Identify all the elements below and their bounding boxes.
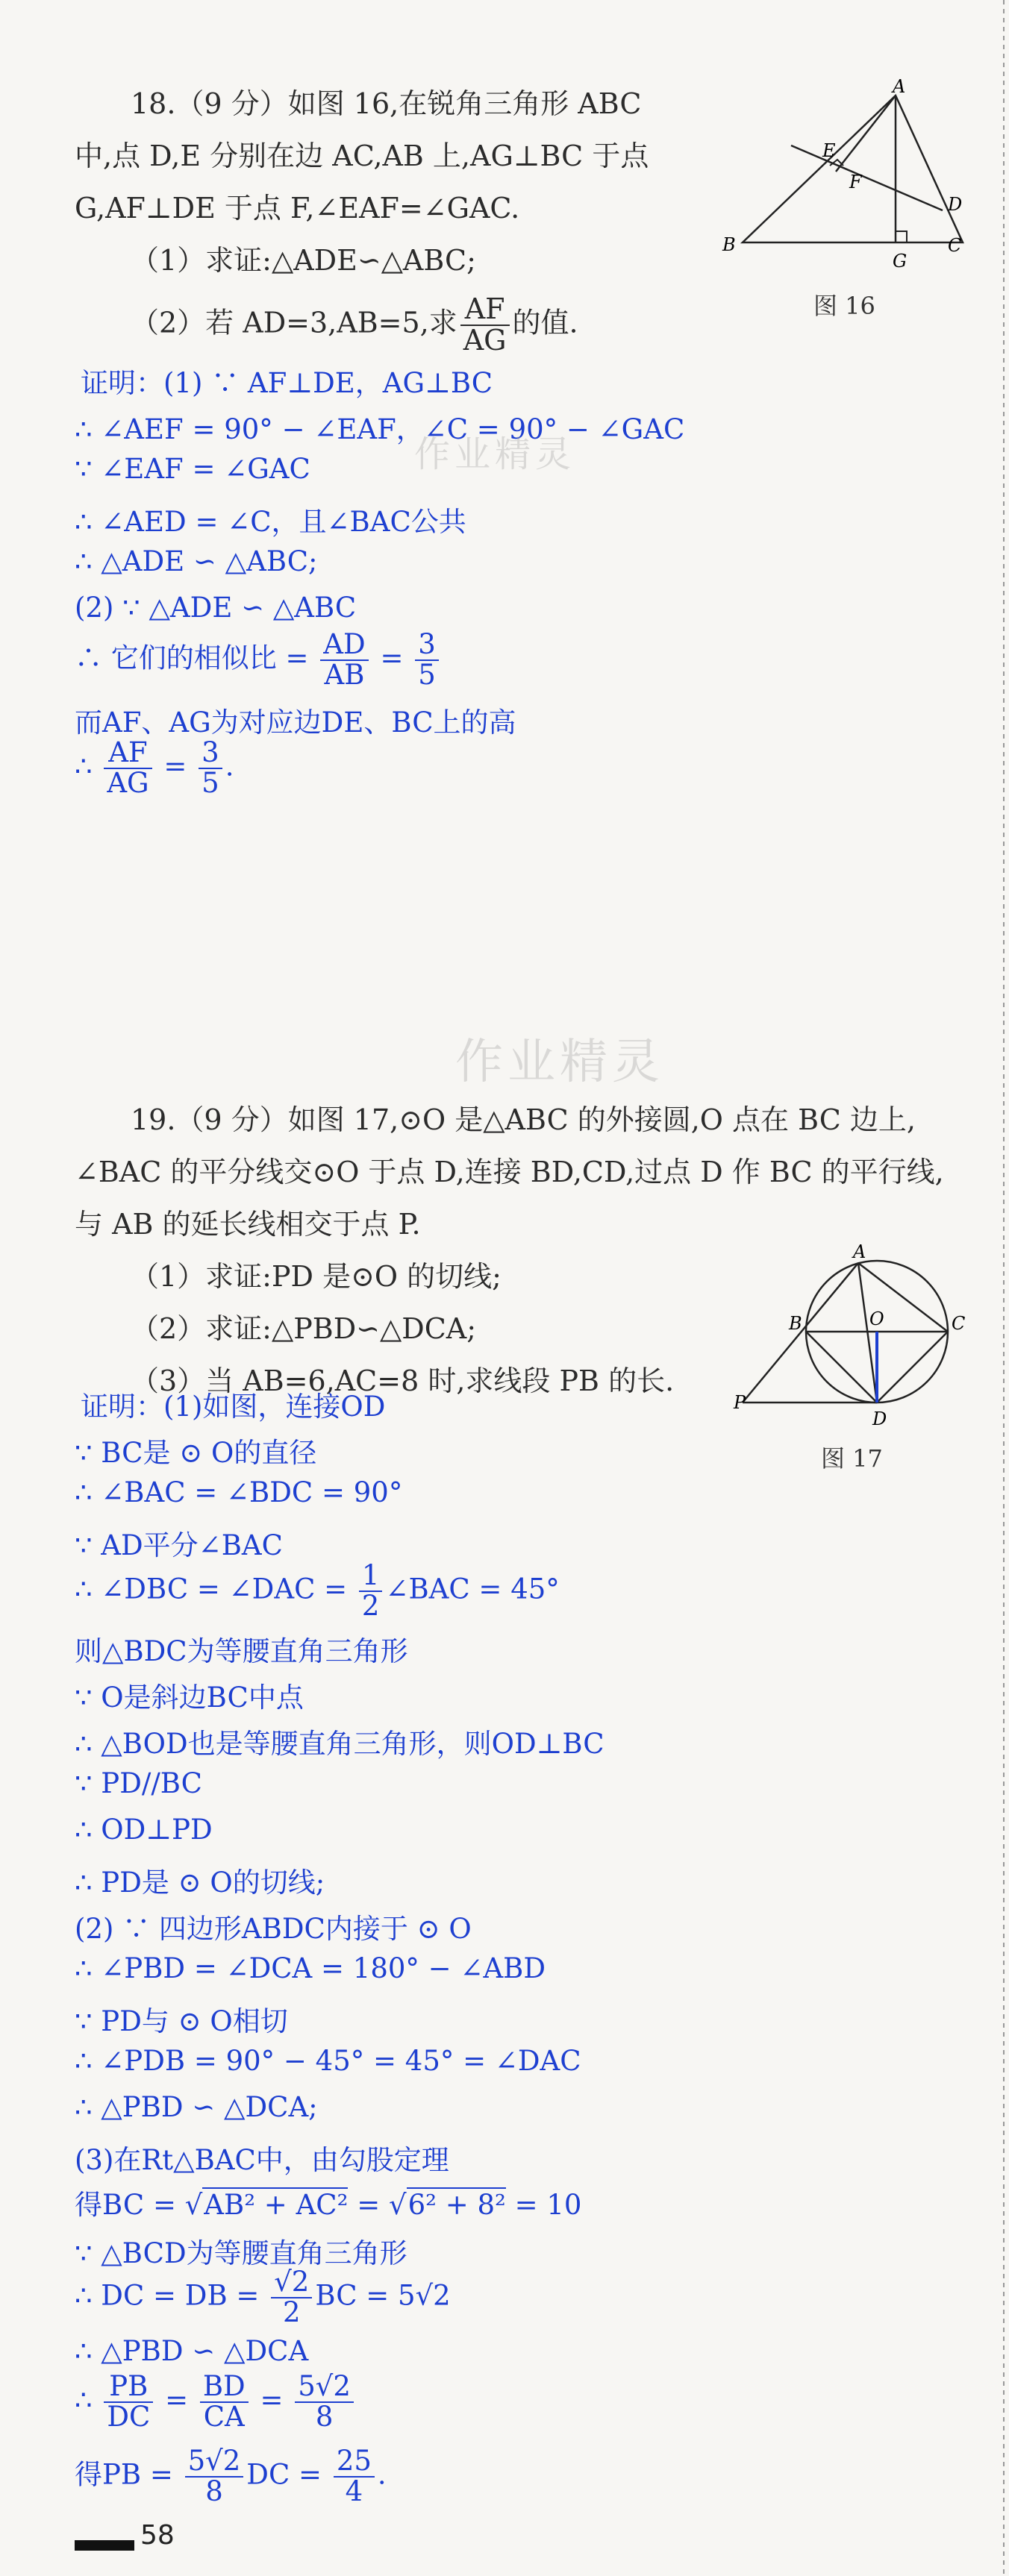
s19-l6: 则△BDC为等腰直角三角形 [75, 1635, 408, 1667]
p19-line3: 与 AB 的延长线相交于点 P. [75, 1208, 421, 1241]
figure-17 [735, 1238, 981, 1432]
s18-l5: ∴ △ADE ∽ △ABC; [75, 545, 318, 577]
s19-l13: ∴ ∠PBD = ∠DCA = 180° − ∠ABD [75, 1952, 546, 1984]
s18-l3: ∵ ∠EAF = ∠GAC [75, 453, 310, 485]
s18-l6: (2) ∵ △ADE ∽ △ABC [75, 592, 357, 624]
p18-part2: （2）若 AD=3,AB=5,求 $\frac{AF}{AG}$ 的值. [131, 292, 578, 357]
fig17-label-b: B [789, 1313, 802, 1334]
p19-part1: （1）求证:PD 是⊙O 的切线; [131, 1260, 502, 1293]
page-marker-bar [75, 2540, 134, 2551]
watermark-1: 作业精灵 [414, 433, 576, 475]
fig17-label-o: O [869, 1309, 884, 1329]
fig16-label-b: B [722, 234, 736, 255]
s19-l4: ∵ AD平分∠BAC [75, 1529, 283, 1561]
fig17-label-p: P [734, 1392, 746, 1413]
watermark-2: 作业精灵 [455, 1035, 664, 1090]
fig16-label-c: C [948, 235, 962, 256]
p19-line2: ∠BAC 的平分线交⊙O 于点 D,连接 BD,CD,过点 D 作 BC 的平行线, [75, 1156, 944, 1188]
s18-l8: 而AF、AG为对应边DE、BC上的高 [75, 706, 516, 739]
s19-l18: 得BC = √AB² + AC² = √6² + 8² = 10 [75, 2189, 582, 2221]
fig16-label-a: A [893, 76, 906, 97]
p18-part1: （1）求证:△ADE∽△ABC; [131, 244, 476, 277]
fig17-caption: 图 17 [821, 1444, 883, 1473]
fig16-label-d: D [948, 194, 963, 215]
s19-l23: 得PB = $\frac{5√2}{8}$ DC = $\frac{25}{4}$ . [75, 2445, 387, 2507]
fig17-label-a: A [853, 1241, 866, 1262]
s19-l9: ∵ PD//BC [75, 1767, 202, 1799]
s19-l10: ∴ OD⊥PD [75, 1814, 213, 1846]
s18-l2: ∴ ∠AEF = 90° − ∠EAF，∠C = 90° − ∠GAC [75, 413, 685, 445]
p18-line3: G,AF⊥DE 于点 F,∠EAF=∠GAC. [75, 192, 520, 225]
p18-line1: 18.（9 分）如图 16,在锐角三角形 ABC [131, 87, 642, 120]
s19-l5: ∴ ∠DBC = ∠DAC = $\frac{1}{2}$ ∠BAC = 45° [75, 1559, 560, 1622]
s19-l15: ∴ ∠PDB = 90° − 45° = 45° = ∠DAC [75, 2045, 581, 2077]
p18-line2: 中,点 D,E 分别在边 AC,AB 上,AG⊥BC 于点 [75, 140, 649, 172]
fig17-label-d: D [872, 1408, 887, 1429]
s18-l7: ∴ 它们的相似比 = $\frac{AD}{AB}$ = $\frac{3}{5}$ [75, 630, 442, 690]
s19-l3: ∴ ∠BAC = ∠BDC = 90° [75, 1476, 403, 1508]
s18-l1: 证明：(1) ∵ AF⊥DE，AG⊥BC [81, 367, 493, 399]
s19-l14: ∵ PD与 ⊙ O相切 [75, 2005, 288, 2037]
p19-part2: （2）求证:△PBD∽△DCA; [131, 1312, 477, 1345]
s19-l16: ∴ △PBD ∽ △DCA; [75, 2091, 318, 2123]
fig16-caption: 图 16 [813, 292, 875, 320]
fig17-label-c: C [952, 1313, 966, 1334]
fig16-label-g: G [893, 251, 908, 272]
s18-l9: ∴ $\frac{AF}{AG}$ = $\frac{3}{5}$ . [75, 736, 234, 799]
page-number: 58 [140, 2520, 175, 2551]
s18-l4: ∴ ∠AED = ∠C，且∠BAC公共 [75, 506, 466, 538]
s19-l21: ∴ △PBD ∽ △DCA [75, 2335, 309, 2367]
binding-edge [999, 0, 1009, 2576]
s19-l8: ∴ △BOD也是等腰直角三角形，则OD⊥BC [75, 1728, 605, 1760]
p19-line1: 19.（9 分）如图 17,⊙O 是△ABC 的外接圆,O 点在 BC 边上, [131, 1103, 916, 1136]
s19-l20: ∴ DC = DB = $\frac{√2}{2}$ BC = 5√2 [75, 2266, 451, 2328]
s19-l7: ∵ O是斜边BC中点 [75, 1682, 304, 1714]
fig16-label-f: F [849, 172, 862, 192]
s19-l1: 证明：(1)如图，连接OD [81, 1391, 386, 1423]
p19-part3: （3）当 AB=6,AC=8 时,求线段 PB 的长. [131, 1364, 675, 1397]
s19-l11: ∴ PD是 ⊙ O的切线; [75, 1867, 325, 1899]
fig16-label-e: E [822, 140, 836, 161]
s19-l19: ∵ △BCD为等腰直角三角形 [75, 2237, 407, 2269]
figure-16 [716, 76, 985, 276]
s19-l22: ∴ $\frac{PB}{DC}$ = $\frac{BD}{CA}$ = $\frac{5√2}{8}$ [75, 2372, 357, 2432]
s19-l17: (3)在Rt△BAC中，由勾股定理 [75, 2144, 449, 2176]
s19-l2: ∵ BC是 ⊙ O的直径 [75, 1437, 317, 1469]
s19-l12: (2) ∵ 四边形ABDC内接于 ⊙ O [75, 1913, 472, 1945]
